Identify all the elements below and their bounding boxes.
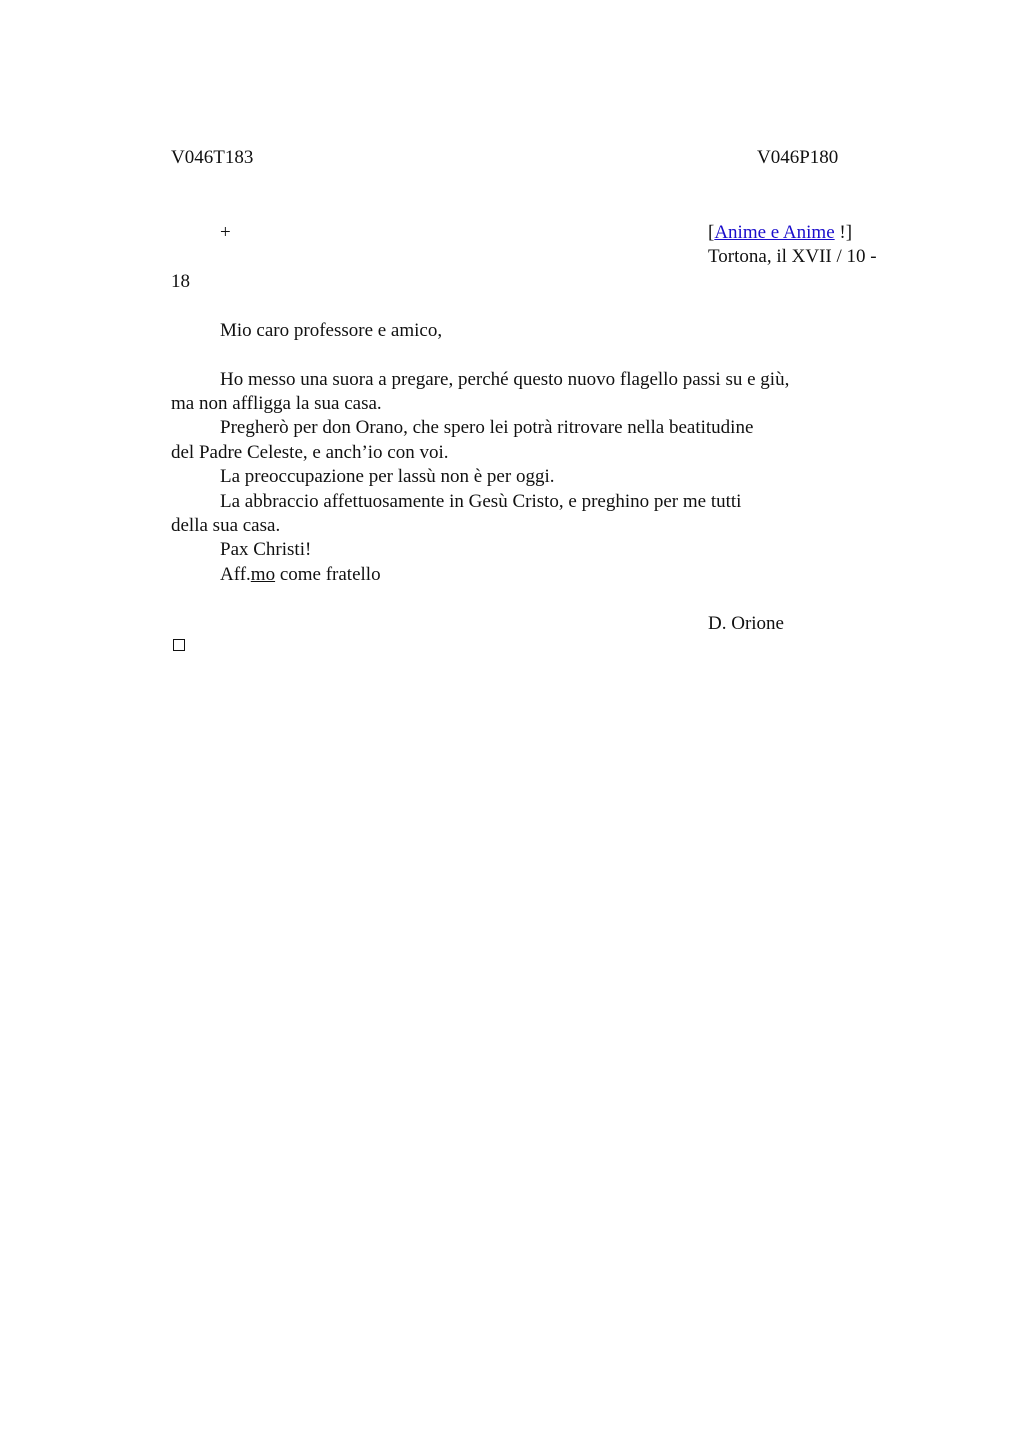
document-code-right: V046P180 xyxy=(757,147,839,168)
signature: D. Orione xyxy=(708,613,784,634)
body-line: La preoccupazione per lassù non è per oggi. xyxy=(220,466,555,487)
reference-close: !] xyxy=(834,222,853,243)
closing-suffix: come fratello xyxy=(275,564,381,585)
closing-abbrev: mo xyxy=(250,564,276,585)
checkbox-square-icon xyxy=(173,639,185,651)
body-line: della sua casa. xyxy=(171,515,281,536)
place-date-year: 18 xyxy=(171,271,190,292)
document-code-left: V046T183 xyxy=(171,147,254,168)
salutation: Mio caro professore e amico, xyxy=(220,320,443,341)
open-bracket: [ xyxy=(708,222,715,243)
closing-prefix: Aff. xyxy=(220,564,251,585)
body-line: La abbraccio affettuosamente in Gesù Cristo, e preghino per me tutti xyxy=(220,491,742,512)
closing-line xyxy=(220,563,381,587)
body-line: Pax Christi! xyxy=(220,539,312,560)
reference-link[interactable]: Anime e Anime xyxy=(714,222,835,243)
reference-line xyxy=(708,221,852,245)
body-line: del Padre Celeste, e anch’io con voi. xyxy=(171,442,449,463)
body-line: Ho messo una suora a pregare, perché questo nuovo flagello passi su e giù, xyxy=(220,369,790,390)
body-line: Pregherò per don Orano, che spero lei potrà ritrovare nella beatitudine xyxy=(220,417,754,438)
body-line: ma non affligga la sua casa. xyxy=(171,393,382,414)
cross-symbol: + xyxy=(220,222,231,243)
place-date: Tortona, il XVII / 10 - xyxy=(708,246,877,267)
